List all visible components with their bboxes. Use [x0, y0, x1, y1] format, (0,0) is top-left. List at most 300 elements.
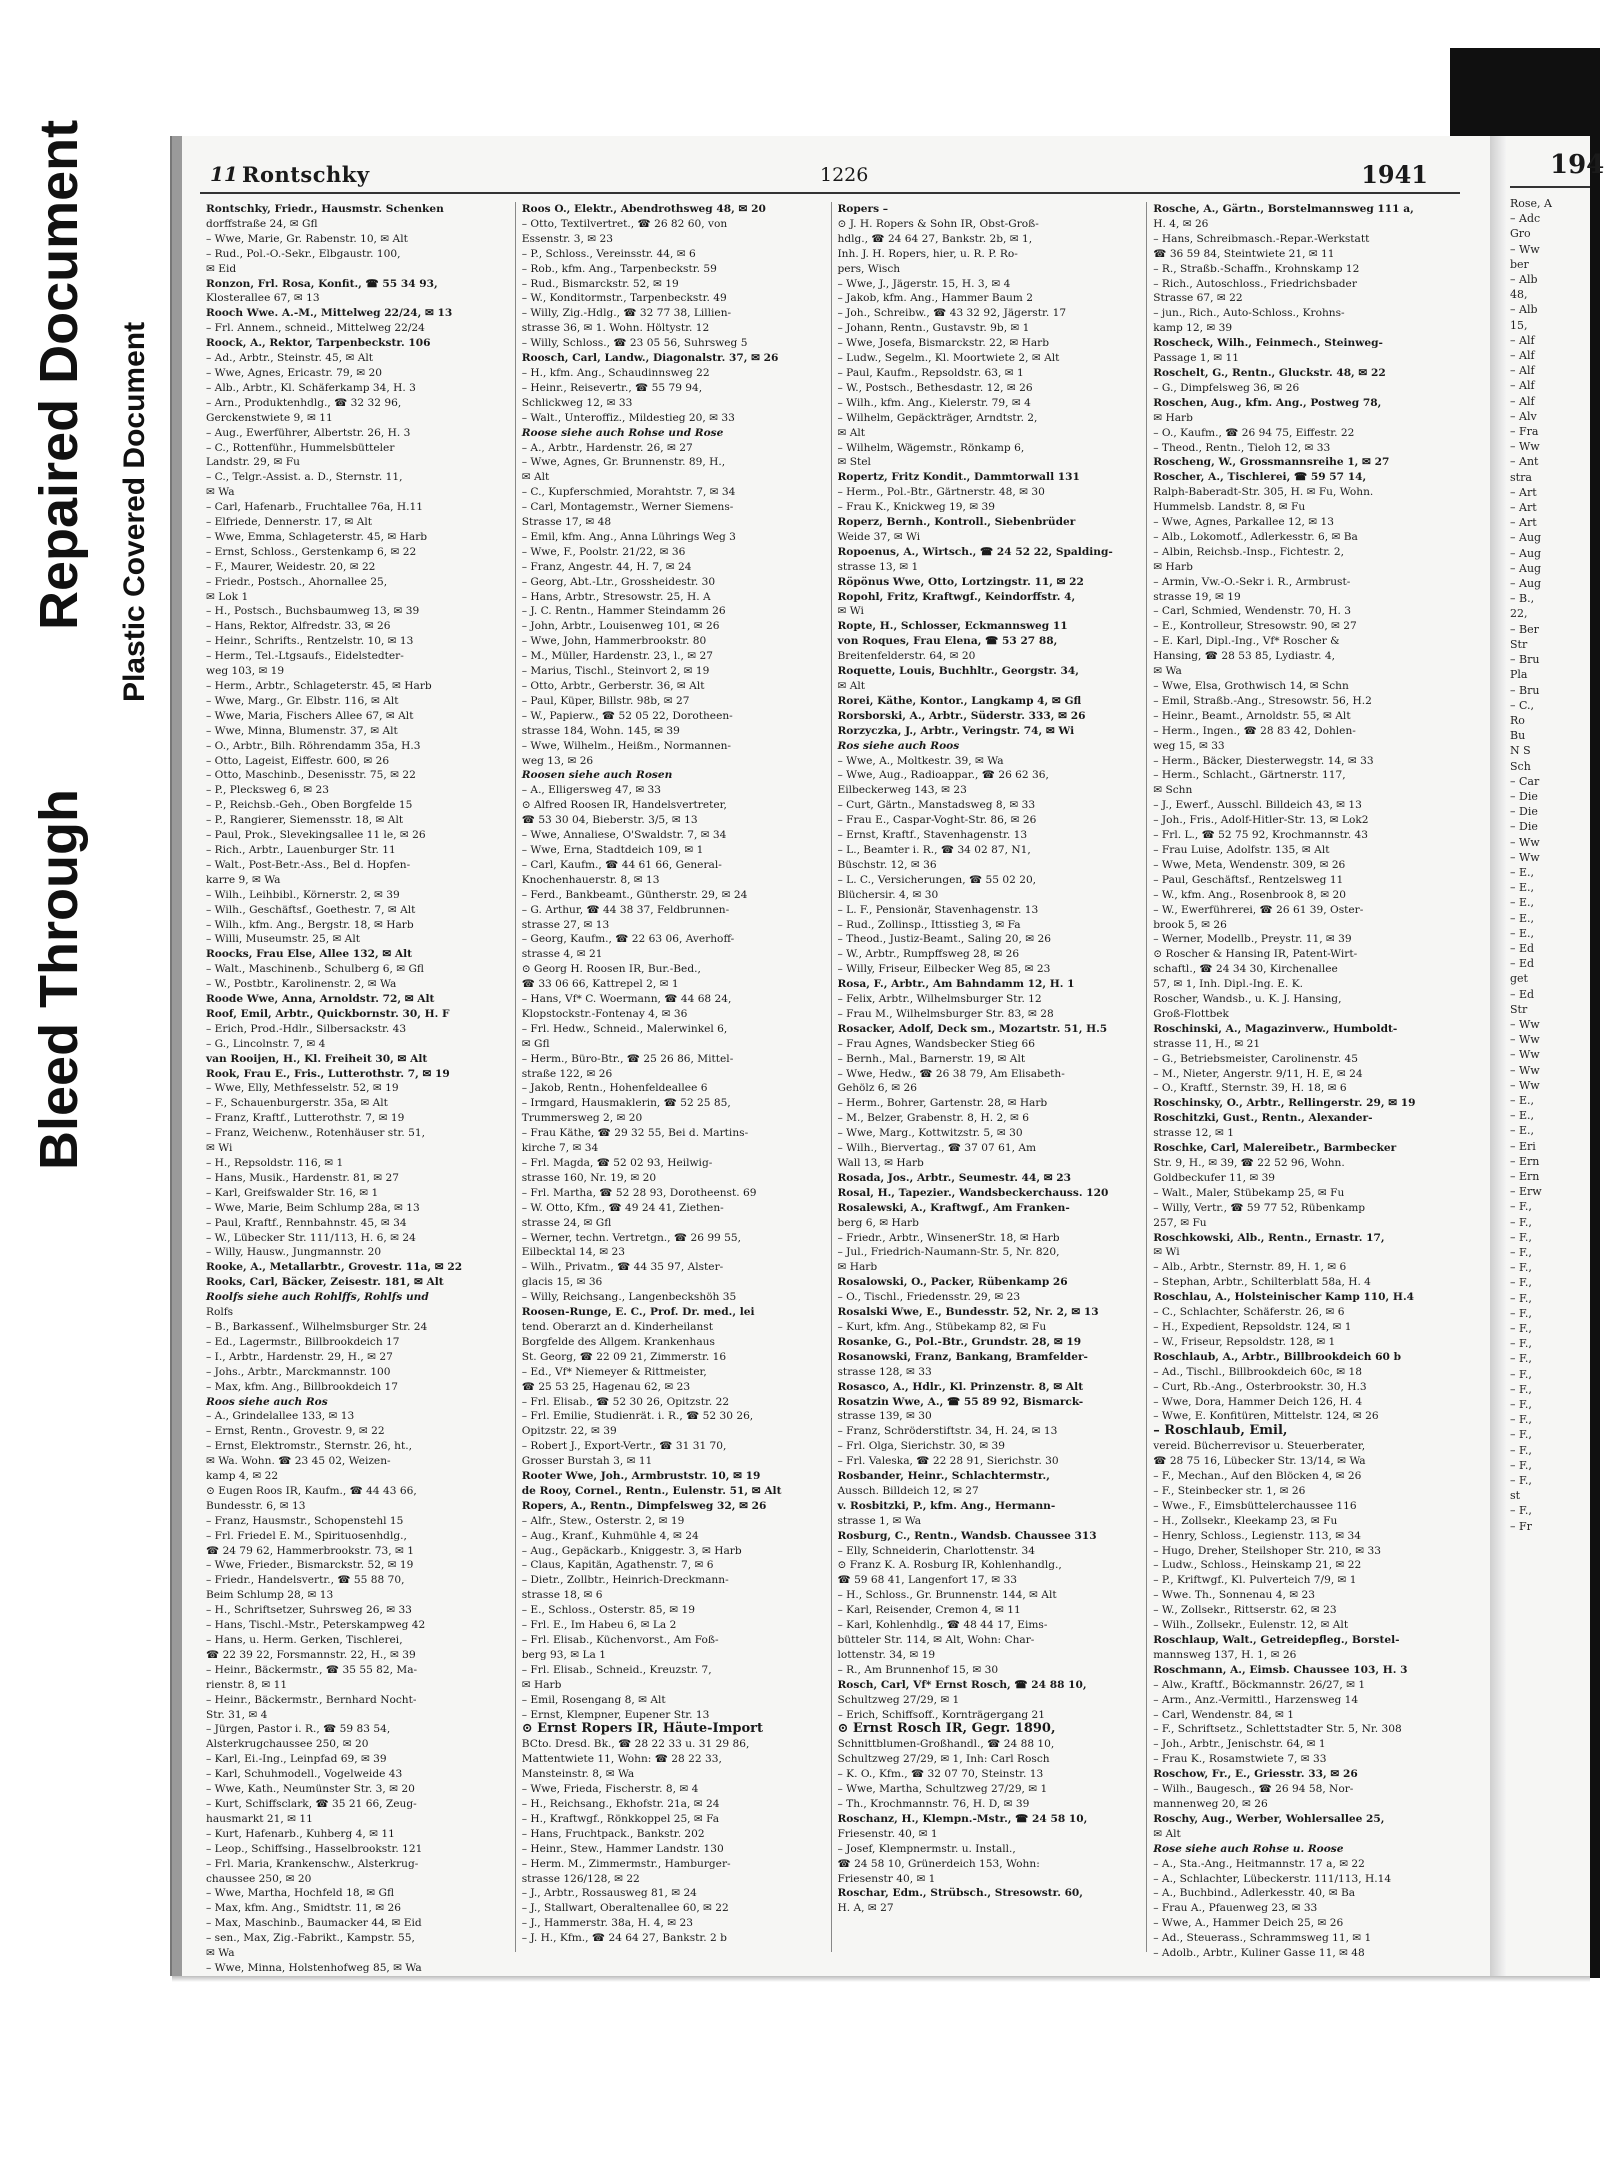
directory-entry: – Ernst, Rentn., Grovestr. 9, ✉ 22 — [206, 1425, 385, 1438]
directory-entry: – Irmgard, Hausmaklerin, ☎ 52 25 85, — [521, 1097, 731, 1110]
next-page-line: – Alf — [1510, 379, 1535, 393]
next-page-line: – F., — [1510, 1443, 1532, 1457]
directory-entry: – W., Zollsekr., Rittserstr. 62, ✉ 23 — [1153, 1604, 1337, 1617]
directory-entry: Roschlaup, Walt., Getreidepfleg., Borstel- — [1153, 1634, 1400, 1646]
directory-entry: – Willi, Museumstr. 25, ✉ Alt — [206, 933, 360, 946]
directory-entry: – John, Arbtr., Louisenweg 101, ✉ 26 — [521, 620, 720, 633]
next-page-line: – Ww — [1510, 440, 1540, 454]
directory-entry: – W., Friseur, Repsoldstr. 128, ✉ 1 — [1153, 1335, 1336, 1348]
directory-entry: – Aug., Kranf., Kuhmühle 4, ✉ 24 — [521, 1529, 699, 1542]
directory-entry: ☎ 24 79 62, Hammerbrookstr. 73, ✉ 1 — [206, 1544, 414, 1557]
directory-entry: Rooks, Carl, Bäcker, Zeisestr. 181, ✉ Alt — [206, 1276, 444, 1289]
directory-entry: – Hans, Musik., Hardenstr. 81, ✉ 27 — [206, 1171, 399, 1184]
directory-entry: – Wwe, Josefa, Bismarckstr. 22, ✉ Harb — [837, 337, 1050, 350]
directory-entry: ⊙ Ernst Rosch IR, Gegr. 1890, — [837, 1721, 1056, 1737]
directory-entry: – Frau M., Wilhelmsburger Str. 83, ✉ 28 — [837, 1007, 1054, 1020]
directory-entry: Opitzstr. 22, ✉ 39 — [521, 1425, 617, 1438]
next-page-lines — [1506, 188, 1590, 1534]
directory-entry: – Aug., Gepäckarb., Kniggestr. 3, ✉ Harb — [521, 1544, 742, 1557]
next-page-line: Pla — [1510, 668, 1528, 682]
directory-entry: – H., Kraftwgf., Rönkkoppel 25, ✉ Fa — [521, 1812, 720, 1825]
directory-entry: schaftl., ☎ 24 34 30, Kirchenallee — [1153, 963, 1338, 976]
directory-entry: Rosch, Carl, Vf* Ernst Rosch, ☎ 24 88 10, — [837, 1678, 1087, 1691]
directory-entry: – Karl, Greifswalder Str. 16, ✉ 1 — [206, 1186, 379, 1199]
directory-entry: – Herm., Büro-Btr., ☎ 25 26 86, Mittel- — [521, 1052, 734, 1065]
directory-entry: ✉ Harb — [837, 1261, 878, 1274]
directory-entry: Rolfs — [206, 1306, 234, 1319]
directory-entry: – G., Lincolnstr. 7, ✉ 4 — [206, 1037, 326, 1050]
directory-entry: ✉ Schn — [1153, 784, 1193, 797]
directory-entry: – H., Zollsekr., Kleekamp 23, ✉ Fu — [1153, 1514, 1338, 1527]
directory-entry: – Willy, Friseur, Eilbecker Weg 85, ✉ 23 — [837, 963, 1051, 976]
directory-entry: Roschy, Aug., Werber, Wohlersallee 25, — [1153, 1812, 1385, 1825]
directory-entry: – Heinr., Beamt., Arnoldstr. 55, ✉ Alt — [1153, 709, 1351, 722]
directory-entry: – Willy, Reichsang., Langenbeckshöh 35 — [521, 1291, 737, 1304]
next-page-line: – Die — [1510, 789, 1538, 803]
directory-entry: – A., Sta.-Ang., Heitmannstr. 17 a, ✉ 22 — [1153, 1857, 1365, 1870]
directory-entry: – Wwe, Martha, Schultzweg 27/29, ✉ 1 — [837, 1783, 1048, 1796]
directory-entry: bütteler Str. 114, ✉ Alt, Wohn: Char- — [837, 1634, 1035, 1646]
directory-entry: – Ad., Arbtr., Steinstr. 45, ✉ Alt — [206, 352, 374, 365]
next-page-line: – Alv — [1510, 409, 1537, 423]
directory-entry: strasse 27, ✉ 13 — [521, 918, 610, 931]
directory-entry: Roschar, Edm., Strübsch., Stresowstr. 60, — [837, 1887, 1083, 1900]
directory-entry: – Hans, u. Herm. Gerken, Tischlerei, — [206, 1634, 403, 1646]
black-scan-edge — [1590, 148, 1600, 1978]
directory-entry: – Max, kfm. Ang., Billbrookdeich 17 — [206, 1380, 399, 1393]
directory-entry: – M., Belzer, Grabenstr. 8, H. 2, ✉ 6 — [837, 1112, 1029, 1125]
directory-entry: Rooter Wwe, Joh., Armbruststr. 10, ✉ 19 — [521, 1470, 761, 1483]
directory-entry: – Herm., Tel.-Ltgsaufs., Eidelstedter- — [206, 650, 404, 663]
next-page-line: – Ww — [1510, 1078, 1540, 1092]
next-page-line: – Die — [1510, 820, 1538, 834]
directory-entry: – Adolb., Arbtr., Kuliner Gasse 11, ✉ 48 — [1153, 1947, 1365, 1960]
directory-entry: ✉ Wi — [1153, 1246, 1180, 1259]
directory-entry: – Rich., Autoschloss., Friedrichsbader — [1153, 277, 1357, 290]
directory-entry: – Heinr., Stew., Hammer Landstr. 130 — [521, 1842, 724, 1855]
directory-entry: – P., Plecksweg 6, ✉ 23 — [206, 784, 330, 797]
directory-entry: – Alb., Arbtr., Kl. Schäferkamp 34, H. 3 — [206, 381, 416, 394]
directory-entry: ✉ Gfl — [521, 1037, 550, 1050]
directory-entry: – Otto, Lageist, Eiffestr. 600, ✉ 26 — [206, 754, 390, 767]
directory-entry: – Frl. Hedw., Schneid., Malerwinkel 6, — [521, 1022, 728, 1035]
directory-entry: Roock, A., Rektor, Tarpenbeckstr. 106 — [206, 337, 431, 350]
directory-entry: – Henry, Schloss., Legienstr. 113, ✉ 34 — [1153, 1529, 1361, 1542]
directory-entry: – Ad., Steuerass., Schrammsweg 11, ✉ 1 — [1153, 1932, 1372, 1945]
directory-entry: Schnittblumen-Großhandl., ☎ 24 88 10, — [837, 1738, 1055, 1751]
directory-entry: – Leop., Schiffsing., Hasselbrookstr. 121 — [206, 1842, 423, 1855]
directory-entry: – Wwe, John, Hammerbrookstr. 80 — [521, 635, 707, 648]
directory-entry: – Wwe, Agnes, Gr. Brunnenstr. 89, H., — [521, 456, 726, 469]
directory-entry: berg 6, ✉ Harb — [837, 1216, 919, 1229]
header-rule — [200, 192, 1460, 194]
directory-entry: – jun., Rich., Auto-Schloss., Krohns- — [1153, 307, 1345, 320]
directory-entry: – J., Arbtr., Rossausweg 81, ✉ 24 — [521, 1887, 697, 1900]
next-page-line: – Fra — [1510, 425, 1539, 439]
next-page-line: – Bru — [1510, 683, 1540, 697]
directory-entry: – Jürgen, Pastor i. R., ☎ 59 83 54, — [206, 1723, 391, 1736]
directory-entry: – Kurt, Hafenarb., Kuhberg 4, ✉ 11 — [206, 1827, 395, 1840]
next-page-line: Bu — [1510, 729, 1526, 743]
directory-entry: Strasse 67, ✉ 22 — [1153, 292, 1243, 305]
next-page-line: – E., — [1510, 1124, 1535, 1138]
page-bottom-shadow — [172, 1976, 1590, 1982]
directory-entry: ✉ Wi — [837, 605, 864, 618]
directory-entry: – Frl. Friedel E. M., Spirituosenhdlg., — [206, 1529, 407, 1542]
directory-entry: – Rud., Zollinsp., Ittisstieg 3, ✉ Fa — [837, 918, 1021, 931]
next-page-line: – F., — [1510, 1504, 1532, 1518]
directory-entry: strasse 11, H., ✉ 21 — [1153, 1037, 1261, 1050]
directory-entry: Borgfelde des Allgem. Krankenhaus — [521, 1335, 715, 1348]
directory-entry: – Johs., Arbtr., Marckmannstr. 100 — [206, 1365, 391, 1378]
directory-entry: Eilbeckerweg 143, ✉ 23 — [837, 784, 967, 797]
directory-entry: strasse 126/128, ✉ 22 — [521, 1872, 640, 1885]
directory-entry: – M., Müller, Hardenstr. 23, l., ✉ 27 — [521, 650, 713, 663]
running-head: Rontschky — [242, 162, 370, 187]
next-page-line: – Ww — [1510, 835, 1540, 849]
directory-entry: – Frau Käthe, ☎ 29 32 55, Bei d. Martins- — [521, 1127, 749, 1140]
directory-entry: Rooch Wwe. A.-M., Mittelweg 22/24, ✉ 13 — [206, 307, 453, 320]
next-page-line: – Fr — [1510, 1519, 1532, 1533]
directory-entry: Hummelsb. Landstr. 8, ✉ Fu — [1153, 501, 1306, 514]
next-page-line: – Ww — [1510, 1063, 1540, 1077]
next-page-line: N S — [1510, 744, 1531, 758]
directory-entry: – Herm., Bohrer, Gartenstr. 28, ✉ Harb — [837, 1097, 1048, 1110]
directory-entry: Eilbecktal 14, ✉ 23 — [521, 1246, 625, 1259]
directory-entry: Breitenfelderstr. 64, ✉ 20 — [837, 650, 976, 663]
directory-entry: Schlickweg 12, ✉ 33 — [521, 396, 633, 409]
next-page-line: – Ed — [1510, 957, 1535, 971]
directory-entry: Röpönus Wwe, Otto, Lortzingstr. 11, ✉ 22 — [837, 575, 1084, 588]
next-page-line: – E., — [1510, 1093, 1535, 1107]
directory-entry: – sen., Max, Zig.-Fabrikt., Kampstr. 55, — [206, 1932, 415, 1945]
directory-entry: – Ernst, Schloss., Gerstenkamp 6, ✉ 22 — [206, 545, 417, 558]
directory-entry: – Otto, Maschinb., Desenisstr. 75, ✉ 22 — [206, 769, 416, 782]
plastic-covered-label: Plastic Covered Document — [118, 321, 151, 702]
directory-entry: ☎ 28 75 16, Lübecker Str. 13/14, ✉ Wa — [1153, 1455, 1366, 1468]
directory-entry: – Wwe, A., Hammer Deich 25, ✉ 26 — [1153, 1917, 1344, 1930]
directory-entry: – Franz, Hausmstr., Schopenstehl 15 — [206, 1514, 404, 1527]
directory-entry: – G., Betriebsmeister, Carolinenstr. 45 — [1153, 1052, 1359, 1065]
directory-entry: – Wwe, Marie, Gr. Rabenstr. 10, ✉ Alt — [206, 232, 408, 245]
directory-entry: Ropohl, Fritz, Kraftwgf., Keindorffstr. 4, — [837, 590, 1076, 603]
directory-entry: – Frl. Elisab., ☎ 52 30 26, Opitzstr. 22 — [521, 1395, 730, 1408]
next-page-line: – Art — [1510, 501, 1537, 515]
directory-entry: – Karl, Kohlenhdlg., ☎ 48 44 17, Eims- — [837, 1619, 1048, 1632]
next-page-line: – Alf — [1510, 333, 1535, 347]
directory-entry: – L. C., Versicherungen, ☎ 55 02 20, — [837, 873, 1037, 886]
directory-entry: Rosalowski, O., Packer, Rübenkamp 26 — [837, 1276, 1068, 1289]
repaired-document-label: Repaired Document — [29, 119, 89, 630]
directory-entry: – W., kfm. Ang., Rosenbrook 8, ✉ 20 — [1153, 888, 1347, 901]
directory-entry: – Franz, Kraftf., Lutterothstr. 7, ✉ 19 — [206, 1112, 405, 1125]
directory-entry: tend. Oberarzt an d. Kinderheilanst — [521, 1320, 713, 1333]
directory-entry: ✉ Wa — [206, 1947, 235, 1960]
directory-entry: – Willy, Vertr., ☎ 59 77 52, Rübenkamp — [1153, 1201, 1366, 1214]
next-page-line: Str — [1510, 1002, 1528, 1016]
next-page-line: – F., — [1510, 1200, 1532, 1214]
directory-entry: Roschelt, G., Rentn., Gluckstr. 48, ✉ 22 — [1153, 366, 1386, 379]
directory-entry: Roose siehe auch Rohse und Rose — [521, 426, 724, 439]
directory-entry: Alsterkrugchaussee 250, ✉ 20 — [206, 1738, 369, 1751]
directory-entry: – Hans, Rektor, Alfredstr. 33, ✉ 26 — [206, 620, 391, 633]
directory-entry: Roosen-Runge, E. C., Prof. Dr. med., lei — [521, 1306, 755, 1319]
directory-entry: Roschinski, A., Magazinverw., Humboldt- — [1153, 1022, 1398, 1035]
next-page-line: – Bru — [1510, 653, 1540, 667]
directory-entry: – I., Arbtr., Hardenstr. 29, H., ✉ 27 — [206, 1350, 393, 1363]
directory-entry: – Wilh., Biervertag., ☎ 37 07 61, Am — [837, 1142, 1037, 1155]
directory-entry: Roof, Emil, Arbtr., Quickbornstr. 30, H. F — [206, 1007, 450, 1020]
directory-entry: – F., Schriftsetz., Schlettstadter Str. 5, Nr. 308 — [1153, 1723, 1402, 1736]
directory-entry: – H., Schloss., Gr. Brunnenstr. 144, ✉ Alt — [837, 1589, 1057, 1602]
directory-entry: ☎ 22 39 22, Forsmannstr. 22, H., ✉ 39 — [206, 1648, 416, 1661]
directory-entry: – H., kfm. Ang., Schaudinnsweg 22 — [521, 366, 710, 379]
directory-entry: – Stephan, Arbtr., Schilterblatt 58a, H. 4 — [1153, 1276, 1371, 1289]
directory-entry: – Hans, Vf* C. Woermann, ☎ 44 68 24, — [521, 993, 732, 1006]
directory-entry: Roos O., Elektr., Abendrothsweg 48, ✉ 20 — [521, 203, 766, 215]
next-page-line: ber — [1510, 257, 1529, 271]
directory-entry: – Frl. Magda, ☎ 52 02 93, Heilwig- — [521, 1157, 713, 1169]
directory-page — [172, 136, 1500, 1976]
next-page-line: – F., — [1510, 1398, 1532, 1412]
directory-entry: – Wwe, Minna, Holstenhofweg 85, ✉ Wa — [206, 1961, 422, 1974]
directory-entry: – Wwe, Aug., Radioappar., ☎ 26 62 36, — [837, 769, 1049, 782]
next-page-line: – E., — [1510, 911, 1535, 925]
directory-entry: vereid. Bücherrevisor u. Steuerberater, — [1153, 1440, 1366, 1453]
directory-entry: – Kurt, kfm. Ang., Stübekamp 82, ✉ Fu — [837, 1320, 1047, 1333]
directory-entry: mannenweg 20, ✉ 26 — [1153, 1797, 1268, 1810]
directory-entry: – O., Kaufm., ☎ 26 94 75, Eiffestr. 22 — [1153, 426, 1355, 439]
next-page-line: Sch — [1510, 759, 1531, 773]
directory-entry: – Kurt, Schiffsclark, ☎ 35 21 66, Zeug- — [206, 1797, 417, 1810]
directory-entry: 57, ✉ 1, Inh. Dipl.-Ing. E. K. — [1153, 978, 1304, 991]
directory-entry: Rook, Frau E., Fris., Lutterothstr. 7, ✉ 19 — [206, 1067, 450, 1080]
directory-entry: Roscheck, Wilh., Feinmech., Steinweg- — [1153, 337, 1383, 350]
directory-entry: – Arn., Produktenhdlg., ☎ 32 32 96, — [206, 396, 402, 409]
directory-entry: mannsweg 137, H. 1, ✉ 26 — [1153, 1648, 1297, 1661]
directory-entry: – Wwe, Marie, Beim Schlump 28a, ✉ 13 — [206, 1201, 420, 1214]
directory-entry: ⊙ Georg H. Roosen IR, Bur.-Bed., — [521, 963, 701, 976]
directory-entry: – Paul, Geschäftsf., Rentzelsweg 11 — [1153, 873, 1344, 886]
next-page-line: – Alf — [1510, 394, 1535, 408]
directory-entry: ✉ Harb — [1153, 411, 1193, 424]
directory-entry: – Paul, Küper, Billstr. 98b, ✉ 27 — [521, 694, 690, 707]
directory-entry: ✉ Wa — [1153, 665, 1182, 678]
directory-entry: – Frau Luise, Adolfstr. 135, ✉ Alt — [1153, 843, 1330, 856]
directory-entry: ✉ Alt — [837, 426, 866, 439]
directory-entry: Rontschky, Friedr., Hausmstr. Schenken — [206, 203, 444, 215]
directory-entry: rienstr. 8, ✉ 11 — [206, 1678, 288, 1691]
next-page-line: Ro — [1510, 713, 1525, 727]
directory-entry: – W., Postsch., Bethesdastr. 12, ✉ 26 — [837, 381, 1033, 394]
next-page-line: – F., — [1510, 1246, 1532, 1260]
section-number: 11 — [210, 162, 238, 186]
next-page-line: – F., — [1510, 1322, 1532, 1336]
directory-entry: Schultzweg 27/29, ✉ 1 — [837, 1693, 960, 1706]
directory-entry: – Frl. Annem., schneid., Mittelweg 22/24 — [206, 322, 425, 335]
directory-entry: Rosasco, A., Hdlr., Kl. Prinzenstr. 8, ✉ Alt — [837, 1380, 1084, 1393]
next-page-line: – Ern — [1510, 1154, 1540, 1168]
directory-entry: ✉ Wa — [206, 486, 235, 499]
directory-entry: – Otto, Textilvertret., ☎ 26 82 60, von — [521, 217, 728, 230]
directory-entry: ✉ Alt — [521, 471, 550, 484]
directory-entry: – Albin, Reichsb.-Insp., Fichtestr. 2, — [1153, 545, 1345, 558]
directory-entry: Roode Wwe, Anna, Arnoldstr. 72, ✉ Alt — [206, 993, 435, 1006]
directory-entry: Gehölz 6, ✉ 26 — [837, 1082, 917, 1095]
directory-entry: – Werner, techn. Vertretgn., ☎ 26 99 55, — [521, 1231, 742, 1244]
directory-entry: – Hans, Schreibmasch.-Repar.-Werkstatt — [1153, 232, 1370, 245]
directory-entry: hdlg., ☎ 24 64 27, Bankstr. 2b, ✉ 1, — [837, 232, 1033, 245]
directory-entry: Roscher, A., Tischlerei, ☎ 59 57 14, — [1153, 471, 1367, 484]
next-page-line: – Ern — [1510, 1170, 1540, 1183]
directory-entry: – Carl, Kaufm., ☎ 44 61 66, General- — [521, 858, 722, 871]
directory-entry: Ropers – — [837, 203, 889, 215]
directory-entry: – Otto, Arbtr., Gerberstr. 36, ✉ Alt — [521, 680, 705, 692]
directory-entry: – Frl. Valeska, ☎ 22 28 91, Sierichstr. 30 — [837, 1455, 1059, 1468]
next-page-line: – Aug — [1510, 561, 1542, 575]
directory-entry: – Arm., Anz.-Vermittl., Harzensweg 14 — [1153, 1693, 1359, 1706]
directory-entry: Landstr. 29, ✉ Fu — [206, 456, 300, 469]
directory-entry: – Ed., Vf* Niemeyer & Rittmeister, — [521, 1365, 707, 1378]
directory-entry: – Frau A., Pfauenweg 23, ✉ 33 — [1153, 1902, 1318, 1915]
directory-entry: – Bernh., Mal., Barnerstr. 19, ✉ Alt — [837, 1052, 1026, 1065]
directory-entry: – Wwe, Minna, Blumenstr. 37, ✉ Alt — [206, 724, 398, 737]
directory-entry: – Wwe, Emma, Schlageterstr. 45, ✉ Harb — [206, 530, 428, 543]
directory-entry: – Franz, Weichenw., Rotenhäuser str. 51, — [206, 1127, 425, 1140]
directory-entry: – Jul., Friedrich-Naumann-Str. 5, Nr. 820, — [837, 1246, 1060, 1259]
directory-entry: – Rob., kfm. Ang., Tarpenbeckstr. 59 — [521, 262, 717, 275]
directory-entry: lottenstr. 34, ✉ 19 — [837, 1648, 936, 1661]
directory-entry: – Erich, Prod.-Hdlr., Silbersackstr. 43 — [206, 1022, 407, 1035]
directory-entry: – Frl. Elisab., Küchenvorst., Am Foß- — [521, 1634, 719, 1646]
directory-entry: Str. 9, H., ✉ 39, ☎ 22 52 96, Wohn. — [1153, 1157, 1345, 1169]
directory-entry: – O., Kraftf., Sternstr. 39, H. 18, ✉ 6 — [1153, 1082, 1347, 1095]
directory-entry: – Willy, Hausw., Jungmannstr. 20 — [206, 1246, 382, 1259]
directory-entry: Ropoenus, A., Wirtsch., ☎ 24 52 22, Spalding- — [837, 545, 1113, 558]
directory-entry: Rosburg, C., Rentn., Wandsb. Chaussee 313 — [837, 1529, 1097, 1542]
directory-entry: – O., Tischl., Friedensstr. 29, ✉ 23 — [837, 1291, 1021, 1304]
directory-entry: ☎ 53 30 04, Bieberstr. 3/5, ✉ 13 — [521, 814, 698, 827]
directory-entry: ⊙ Franz K. A. Rosburg IR, Kohlenhandlg., — [837, 1559, 1062, 1572]
directory-entry: – Hans, Fruchtpack., Bankstr. 202 — [521, 1827, 705, 1840]
directory-entry: – Wwe, Frieder., Bismarckstr. 52, ✉ 19 — [206, 1559, 414, 1572]
directory-entry: – Heinr., Bäckermstr., Bernhard Nocht- — [206, 1693, 417, 1706]
directory-entry: ✉ Lok 1 — [206, 590, 249, 603]
directory-entry: ✉ Wa. Wohn. ☎ 23 45 02, Weizen- — [206, 1455, 391, 1468]
directory-entry: – Felix, Arbtr., Wilhelmsburger Str. 12 — [837, 993, 1042, 1006]
directory-entry: – A., Arbtr., Hardenstr. 26, ✉ 27 — [521, 441, 693, 454]
directory-entry: – Walt., Post-Betr.-Ass., Bel d. Hopfen- — [206, 858, 411, 871]
directory-entry: 257, ✉ Fu — [1153, 1216, 1207, 1229]
directory-entry: – Frau K., Rosamstwiete 7, ✉ 33 — [1153, 1753, 1327, 1766]
directory-entry: ⊙ Roscher & Hansing IR, Patent-Wirt- — [1153, 948, 1358, 961]
directory-entry: Ronzon, Frl. Rosa, Konfit., ☎ 55 34 93, — [206, 277, 438, 290]
directory-entry: Wall 13, ✉ Harb — [837, 1157, 924, 1169]
directory-entry: – Hans, Arbtr., Stresowstr. 25, H. A — [521, 590, 711, 603]
directory-entry: – A., Elligersweg 47, ✉ 33 — [521, 784, 662, 797]
directory-entry: – W., Ewerführerei, ☎ 26 61 39, Oster- — [1153, 903, 1364, 916]
directory-entry: – Wwe, Maria, Fischers Allee 67, ✉ Alt — [206, 709, 414, 722]
directory-entry: ✉ Harb — [1153, 560, 1193, 573]
directory-entry: ⊙ J. H. Ropers & Sohn IR, Obst-Groß- — [837, 217, 1039, 230]
directory-entry: Rorei, Käthe, Kontor., Langkamp 4, ✉ Gfl — [837, 694, 1082, 707]
directory-entry: – Emil, Straßb.-Ang., Stresowstr. 56, H.2 — [1153, 694, 1372, 707]
directory-entry: ✉ Harb — [521, 1678, 562, 1691]
directory-entry: – Heinr., Bäckermstr., ☎ 35 55 82, Ma- — [206, 1663, 418, 1676]
directory-entry: – H., Expedient, Repsoldstr. 124, ✉ 1 — [1153, 1320, 1352, 1333]
directory-entry: H. A, ✉ 27 — [837, 1902, 894, 1915]
directory-entry: – Wilh., kfm. Ang., Kielerstr. 79, ✉ 4 — [837, 396, 1031, 409]
directory-entry: Ropertz, Fritz Kondit., Dammtorwall 131 — [837, 471, 1080, 484]
directory-entry: ✉ Stel — [837, 456, 871, 469]
directory-entry: – Walt., Maschinenb., Schulberg 6, ✉ Gfl — [206, 963, 424, 976]
next-page-line: – E., — [1510, 865, 1535, 879]
next-page-line: – E., — [1510, 1109, 1535, 1123]
directory-entry: Hansing, ☎ 28 53 85, Lydiastr. 4, — [1153, 650, 1336, 663]
next-page-line: – Ww — [1510, 850, 1540, 864]
directory-entry: Rosanowski, Franz, Bankang, Bramfelder- — [837, 1350, 1088, 1363]
next-page-line: – Ww — [1510, 1033, 1540, 1047]
next-page-line: – Alf — [1510, 364, 1535, 378]
directory-entry: Rose siehe auch Rohse u. Roose — [1153, 1842, 1344, 1855]
directory-entry: – G., Dimpfelsweg 36, ✉ 26 — [1153, 381, 1300, 394]
directory-entry: – Wilh., kfm. Ang., Bergstr. 18, ✉ Harb — [206, 918, 414, 931]
directory-entry: Friesenstr 40, ✉ 1 — [837, 1872, 936, 1885]
next-page-line: – Aug — [1510, 546, 1542, 560]
directory-entry: ✉ Alt — [837, 680, 866, 692]
next-page-line: st — [1510, 1489, 1521, 1503]
directory-entry: – Karl, Reisender, Cremon 4, ✉ 11 — [837, 1604, 1021, 1617]
column-4 — [1147, 202, 1462, 1960]
next-page-line: – C., — [1510, 698, 1535, 712]
directory-entry: – F., Maurer, Weidestr. 20, ✉ 22 — [206, 560, 376, 573]
next-page-line: – F., — [1510, 1337, 1532, 1351]
directory-entry: – P., Rangierer, Siemensstr. 18, ✉ Alt — [206, 814, 404, 827]
directory-entry: – F., Schauenburgerstr. 35a, ✉ Alt — [206, 1097, 388, 1110]
next-page-line: – F., — [1510, 1291, 1532, 1305]
directory-entry: – Max, kfm. Ang., Smidtstr. 11, ✉ 26 — [206, 1902, 402, 1915]
directory-entry: van Rooijen, H., Kl. Freiheit 30, ✉ Alt — [206, 1052, 428, 1065]
directory-entry: – Herm., Ingen., ☎ 28 83 42, Dohlen- — [1153, 724, 1356, 737]
directory-entry: – Frau K., Knickweg 19, ✉ 39 — [837, 501, 996, 514]
next-page-line: – Ww — [1510, 242, 1540, 256]
directory-entry: – Ernst, Elektromstr., Sternstr. 26, ht., — [206, 1440, 412, 1453]
directory-entry: karre 9, ✉ Wa — [206, 873, 281, 886]
next-page-line: – Alb — [1510, 273, 1538, 287]
directory-entry: Rosada, Jos., Arbtr., Seumestr. 44, ✉ 23 — [837, 1171, 1072, 1184]
directory-entry: – H., Reichsang., Ekhofstr. 21a, ✉ 24 — [521, 1797, 720, 1810]
directory-entry: Schultzweg 27/29, ✉ 1, Inh: Carl Rosch — [837, 1753, 1050, 1766]
directory-entry: ✉ Eid — [206, 262, 237, 275]
directory-entry: Friesenstr. 40, ✉ 1 — [837, 1827, 938, 1840]
directory-entry: ☎ 36 59 84, Steintwiete 21, ✉ 11 — [1153, 247, 1335, 260]
directory-entry: – Wwe, A., Moltkestr. 39, ✉ Wa — [837, 754, 1004, 767]
directory-entry: – C., Schlachter, Schäferstr. 26, ✉ 6 — [1153, 1306, 1345, 1319]
directory-entry: Blüchersir. 4, ✉ 30 — [837, 888, 939, 901]
directory-entry: – Frl. Emilie, Studienrät. i. R., ☎ 52 30 26, — [521, 1410, 754, 1423]
directory-entry: strasse 19, ✉ 19 — [1153, 590, 1241, 603]
next-page-line: – Ed — [1510, 941, 1535, 955]
directory-entry: Rosalski Wwe, E., Bundesstr. 52, Nr. 2, ✉ 13 — [837, 1306, 1099, 1319]
directory-entry: – Robert J., Export-Vertr., ☎ 31 31 70, — [521, 1440, 727, 1453]
column-2 — [516, 202, 832, 1952]
directory-entry: Goldbeckufer 11, ✉ 39 — [1153, 1171, 1276, 1184]
directory-entry: – Herm., Arbtr., Schlageterstr. 45, ✉ Harb — [206, 680, 432, 692]
directory-entry: – A., Schlachter, Lübeckerstr. 111/113, H.14 — [1153, 1872, 1392, 1885]
directory-entry: – Franz, Angestr. 44, H. 7, ✉ 24 — [521, 560, 692, 573]
directory-entry: – Hugo, Dreher, Steilshoper Str. 210, ✉ 33 — [1153, 1544, 1381, 1557]
directory-entry: – Wwe, Hedw., ☎ 26 38 79, Am Elisabeth- — [837, 1067, 1065, 1080]
